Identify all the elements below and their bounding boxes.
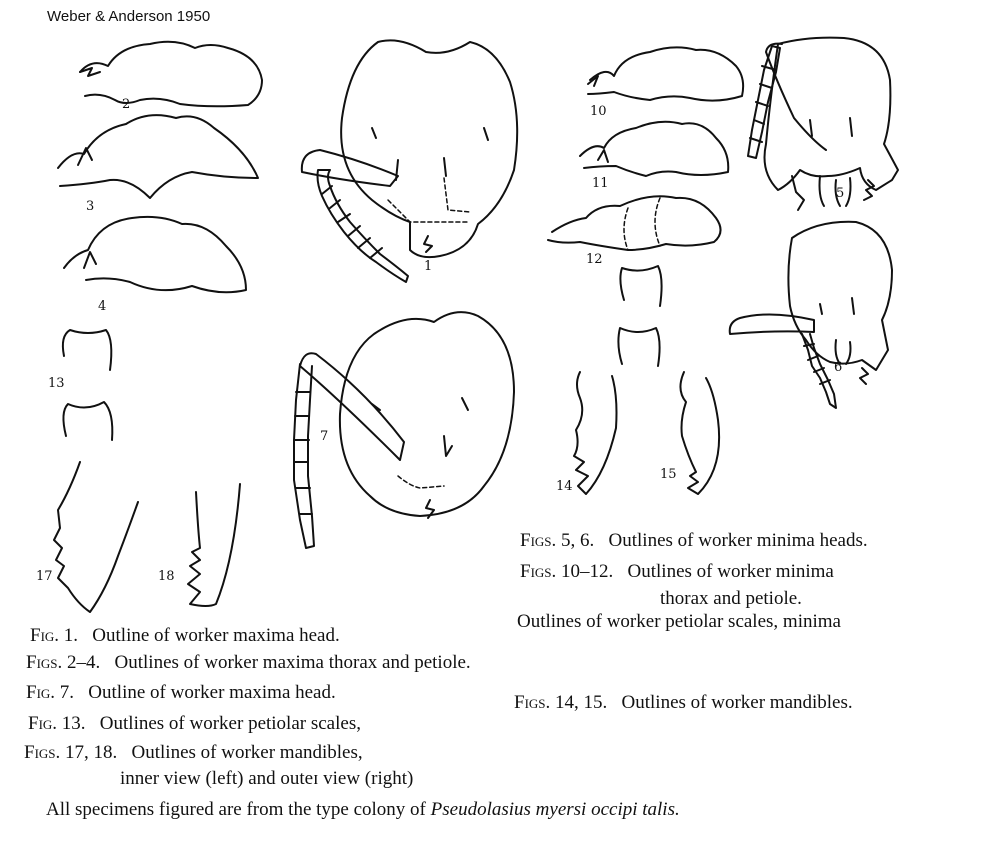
caption-fig7 (26, 682, 336, 704)
fig3-outline (58, 115, 258, 198)
fig6-head (788, 222, 892, 370)
fig5-head (765, 38, 899, 190)
fig17-mandible (54, 462, 138, 612)
species-name: Pseudolasius myersi occipi talis. (430, 799, 680, 820)
fig-label-18: 18 (158, 569, 175, 584)
fig-label-14: 14 (556, 479, 573, 494)
caption-label: Figs. 2–4. (26, 652, 101, 673)
fig6-antenna (730, 314, 814, 334)
caption-figs5-6 (520, 530, 868, 552)
caption-label: Fig. 7. (26, 682, 75, 703)
footer-text: All specimens figured are from the type colony of (46, 799, 431, 820)
caption-fig1 (30, 625, 340, 647)
fig-label-3: 3 (86, 199, 95, 214)
fig13-scale-top (63, 330, 111, 370)
fig11-outline (580, 122, 728, 176)
caption-minima-scales: Outlines of worker petiolar scales, minima (517, 611, 841, 632)
fig13-scale-bottom (63, 402, 112, 440)
caption-figs17-18-line2: inner view (left) and outeɪ view (right) (120, 768, 414, 789)
caption-figs17-18 (24, 742, 363, 764)
caption-fig13 (28, 713, 361, 735)
caption-figs14-15 (514, 692, 853, 714)
fig-label-10: 10 (590, 104, 607, 119)
fig7-head (340, 312, 514, 516)
caption-text: Outlines of worker maxima thorax and petiole. (114, 652, 471, 673)
caption-text: Outline of worker maxima head. (92, 625, 340, 646)
fig1-antenna (302, 150, 398, 186)
caption-label: Fig. 1. (30, 625, 79, 646)
fig1-head (341, 40, 517, 257)
fig-label-17: 17 (36, 569, 53, 584)
caption-figs10-12-line2: thorax and petiole. (660, 588, 802, 609)
caption-text: Outlines of worker minima (627, 561, 834, 582)
fig18-mandible (188, 484, 240, 606)
fig-label-7: 7 (320, 429, 329, 444)
fig-label-5: 5 (836, 186, 845, 201)
fig2-outline (80, 42, 262, 107)
fig-label-12: 12 (586, 252, 603, 267)
credit-text: Weber & Anderson 1950 (47, 8, 211, 25)
fig-label-1: 1 (424, 259, 433, 274)
fig12-outline (548, 196, 721, 250)
fig-label-2: 2 (122, 97, 131, 112)
fig10-outline (588, 47, 743, 100)
caption-label: Figs. 5, 6. (520, 530, 595, 551)
caption-text: Outlines of worker mandibles. (621, 692, 853, 713)
fig14-mandible (574, 372, 617, 494)
minima-scale-bottom (618, 328, 659, 366)
caption-text: Outline of worker maxima head. (88, 682, 336, 703)
minima-scale-top (620, 266, 661, 306)
caption-text: Outlines of worker petiolar scales, (99, 713, 361, 734)
caption-text: Outlines of worker minima heads. (608, 530, 868, 551)
caption-figs2-4 (26, 652, 471, 674)
fig-label-6: 6 (834, 360, 843, 375)
caption-label: Figs. 17, 18. (24, 742, 118, 763)
fig-label-11: 11 (592, 176, 609, 191)
caption-label: Figs. 14, 15. (514, 692, 608, 713)
fig7-antenna (300, 353, 404, 460)
fig-label-15: 15 (660, 467, 677, 482)
fig15-mandible (680, 372, 719, 494)
caption-figs10-12 (520, 561, 834, 583)
caption-label: Fig. 13. (28, 713, 86, 734)
fig-label-13: 13 (48, 376, 65, 391)
fig-label-4: 4 (98, 299, 107, 314)
caption-label: Figs. 10–12. (520, 561, 614, 582)
caption-footer (46, 799, 680, 821)
caption-text: Outlines of worker mandibles, (131, 742, 363, 763)
